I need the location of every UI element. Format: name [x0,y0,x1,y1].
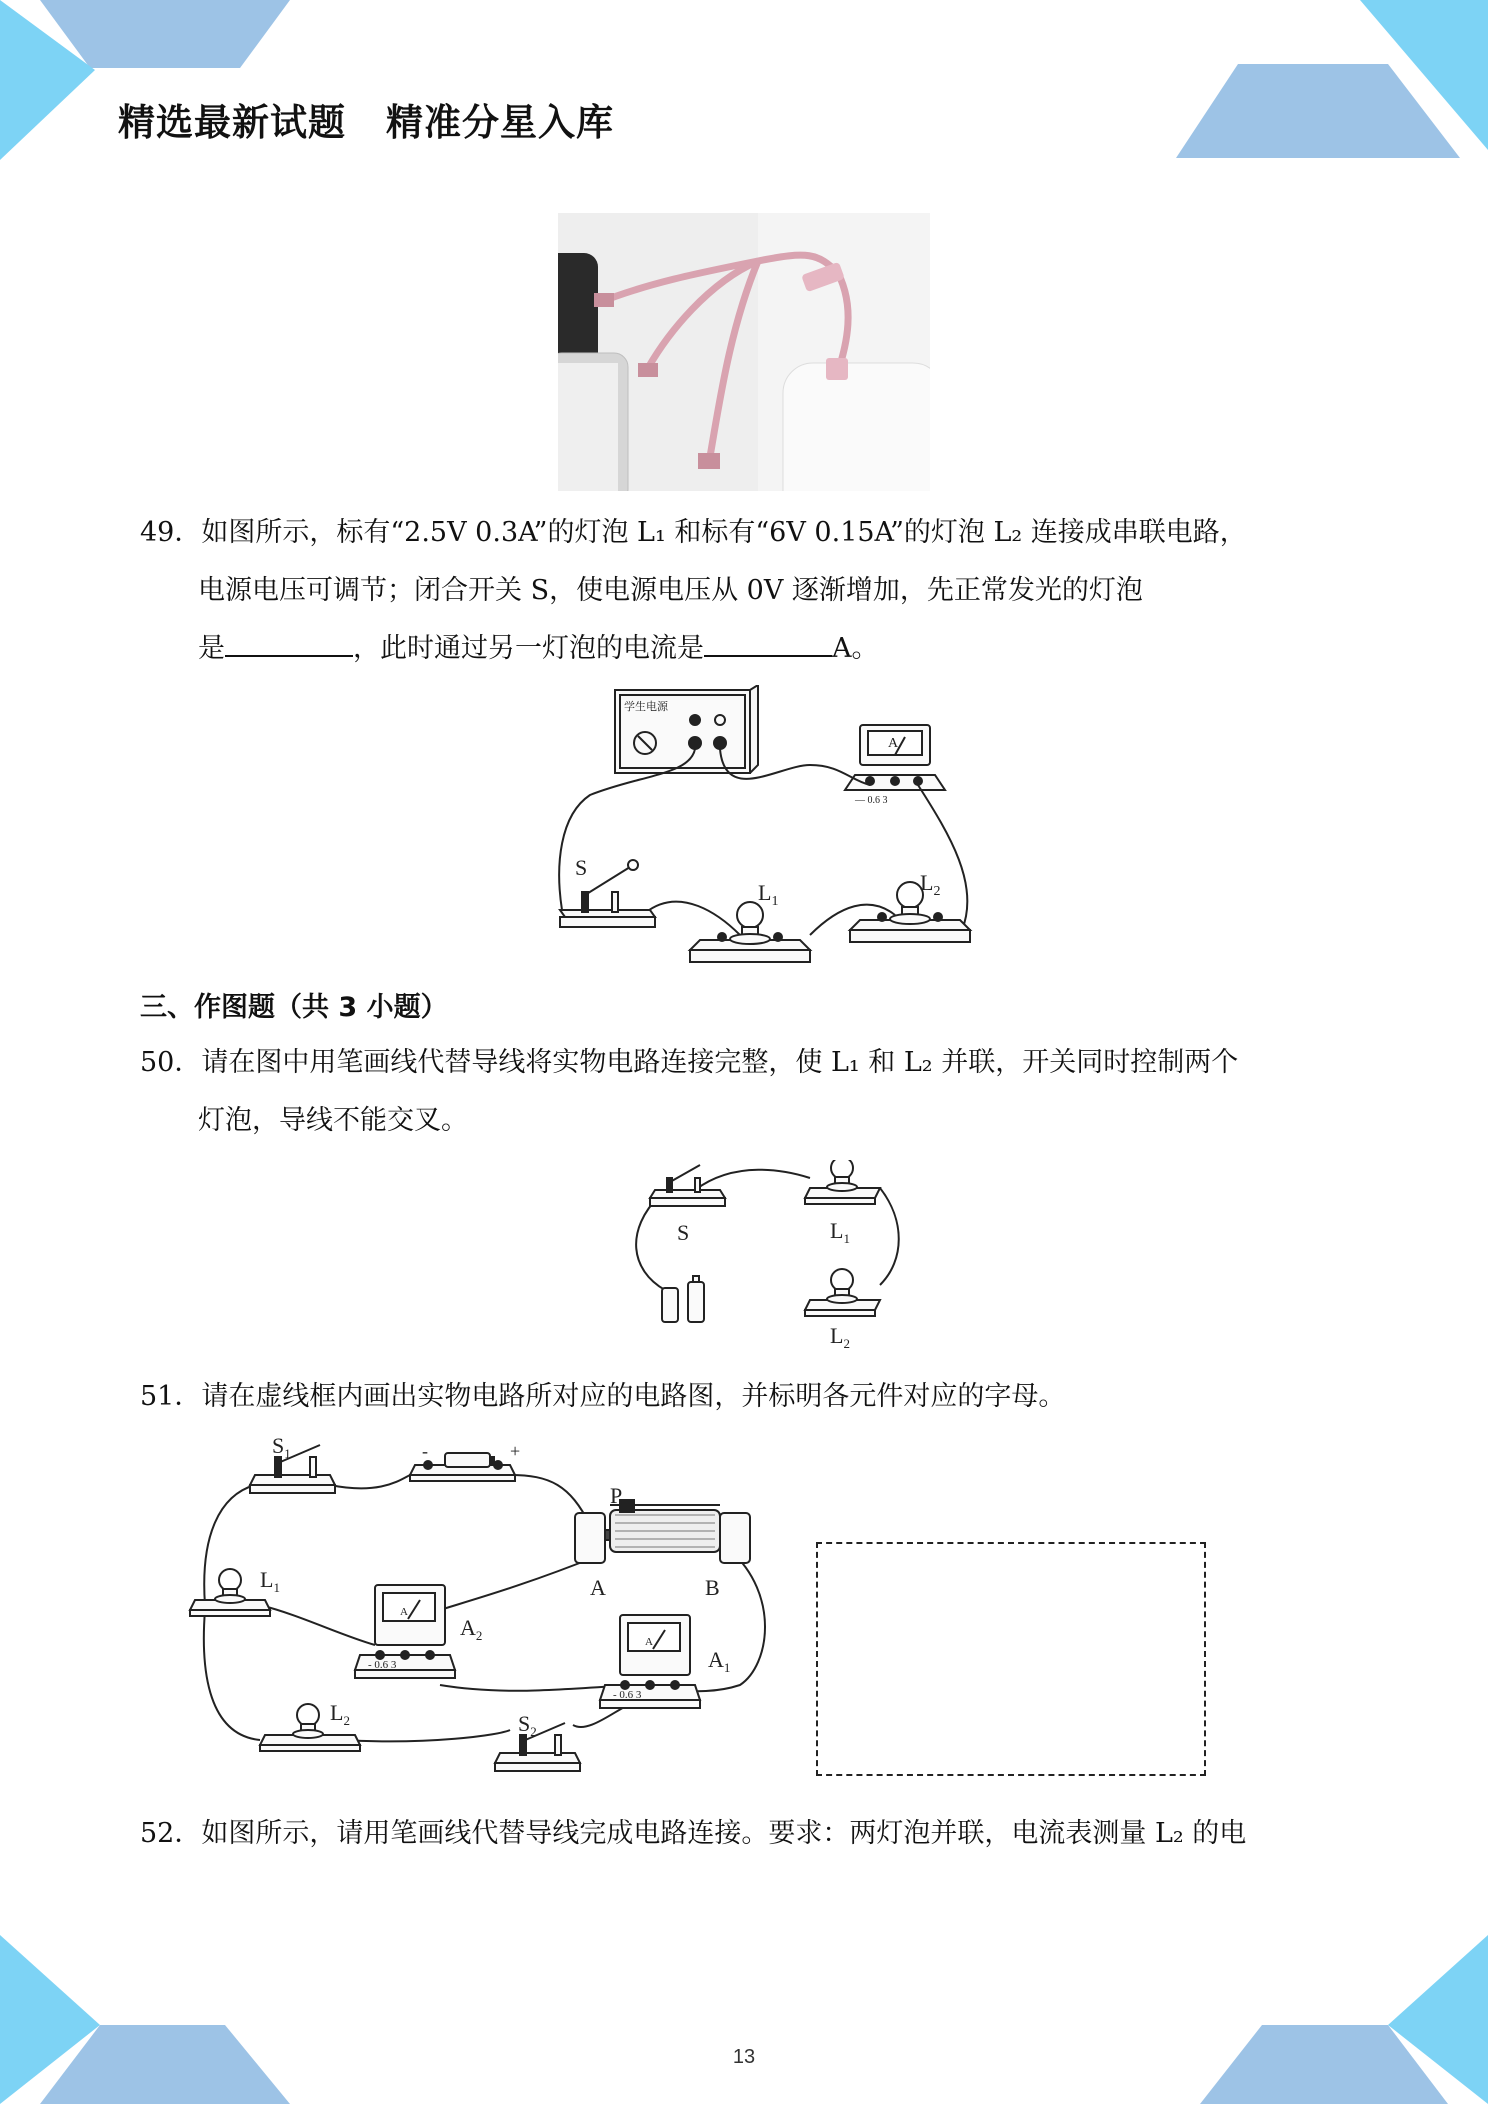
q52-text1: 如图所示，请用笔画线代替导线完成电路连接。要求：两灯泡并联，电流表测量 L₂ 的电 [201,1818,1247,1849]
q51-circuit-figure [180,1435,780,1785]
lamp-l2-label: $L_2$ [920,870,941,899]
q50-switch [650,1165,725,1206]
q51-l1-label: $L_1$ [260,1567,280,1595]
question-50 [140,1034,1350,1150]
q49-text1: 如图所示，标有“2.5V 0.3A”的灯泡 L₁ 和标有“6V 0.15A”的灯泡 L₂ 连接成串联电路， [201,517,1247,548]
section-title: 三、作图题（共 3 小题） [140,992,448,1023]
header-title-part1: 精选最新试题 [118,101,346,144]
question-51 [140,1368,1350,1426]
q51-l2-label: $L_2$ [330,1700,350,1728]
q50-lamp-l1-label: $L_1$ [830,1218,850,1246]
answer-blank-1[interactable] [225,631,353,657]
q50-number: 50． [140,1047,202,1078]
answer-drawing-box[interactable] [816,1542,1206,1776]
q51-rheostat-p: P [610,1483,623,1508]
header-title [118,92,614,146]
answer-blank-2[interactable] [704,631,832,657]
q50-lamp-l2-label: $L_2$ [830,1323,850,1351]
q49-line1 [140,504,1350,562]
page-number: 13 [732,2046,756,2068]
header-title-part2: 精准分星入库 [386,101,614,144]
student-power-supply [615,685,758,773]
q51-lamp-l1 [190,1569,270,1616]
q49-text3b: ，此时通过另一灯泡的电流是 [353,633,704,664]
q51-a2-scale: - 0.6 3 [368,1659,397,1671]
charging-cable-photo [558,213,930,491]
q50-lamp-l2 [805,1269,880,1316]
q51-battery-minus: - [422,1441,428,1461]
q52-line1 [140,1805,1350,1863]
switch-s-label: S [575,855,588,880]
q51-a2-letter: A [400,1606,408,1618]
q49-line3 [140,620,1350,678]
ammeter-letter: A [888,736,899,751]
ammeter [845,725,945,790]
q51-s1-label: $S_1$ [272,1435,291,1461]
q50-circuit-figure [625,1160,905,1355]
lamp-l2 [850,882,970,942]
q50-switch-label: S [677,1220,690,1245]
q51-rheostat-a: A [590,1575,606,1600]
q49-text3c: A。 [832,633,879,664]
q49-circuit-figure [550,685,980,970]
q50-lamp-l1 [805,1160,880,1204]
q50-line2: 灯泡，导线不能交叉。 [198,1105,468,1136]
q51-line1 [140,1368,1350,1426]
q49-line2: 电源电压可调节；闭合开关 S，使电源电压从 0V 逐渐增加，先正常发光的灯泡 [198,575,1143,606]
question-52 [140,1805,1350,1863]
q49-text3a: 是 [198,633,225,664]
ammeter-scale: — 0.6 3 [855,795,888,806]
q51-a1-letter: A [645,1636,653,1648]
q51-number: 51． [140,1381,202,1412]
question-49 [140,504,1350,678]
q51-text1: 请在虚线框内画出实物电路所对应的电路图，并标明各元件对应的字母。 [201,1381,1066,1412]
corner-top-right-trapezoid [1176,64,1460,158]
q51-rheostat [575,1500,750,1563]
power-supply-label: 学生电源 [624,701,668,713]
power-bank [783,363,930,491]
q50-batteries [662,1276,704,1322]
q52-number: 52． [140,1818,202,1849]
q51-battery-plus: + [510,1441,521,1461]
q50-text1: 请在图中用笔画线代替导线将实物电路连接完整，使 L₁ 和 L₂ 并联，开关同时控制两个 [201,1047,1239,1078]
q51-a2-label: $A_2$ [460,1615,483,1643]
q50-line1 [140,1034,1350,1092]
q51-rheostat-b: B [705,1575,720,1600]
q49-number: 49． [140,517,202,548]
q51-s2-label: $S_2$ [518,1711,537,1739]
q51-a1-scale: - 0.6 3 [613,1689,642,1701]
q51-switch-s1 [250,1445,335,1493]
q51-a1-label: $A_1$ [708,1647,731,1675]
lamp-l1-label: $L_1$ [758,880,779,909]
